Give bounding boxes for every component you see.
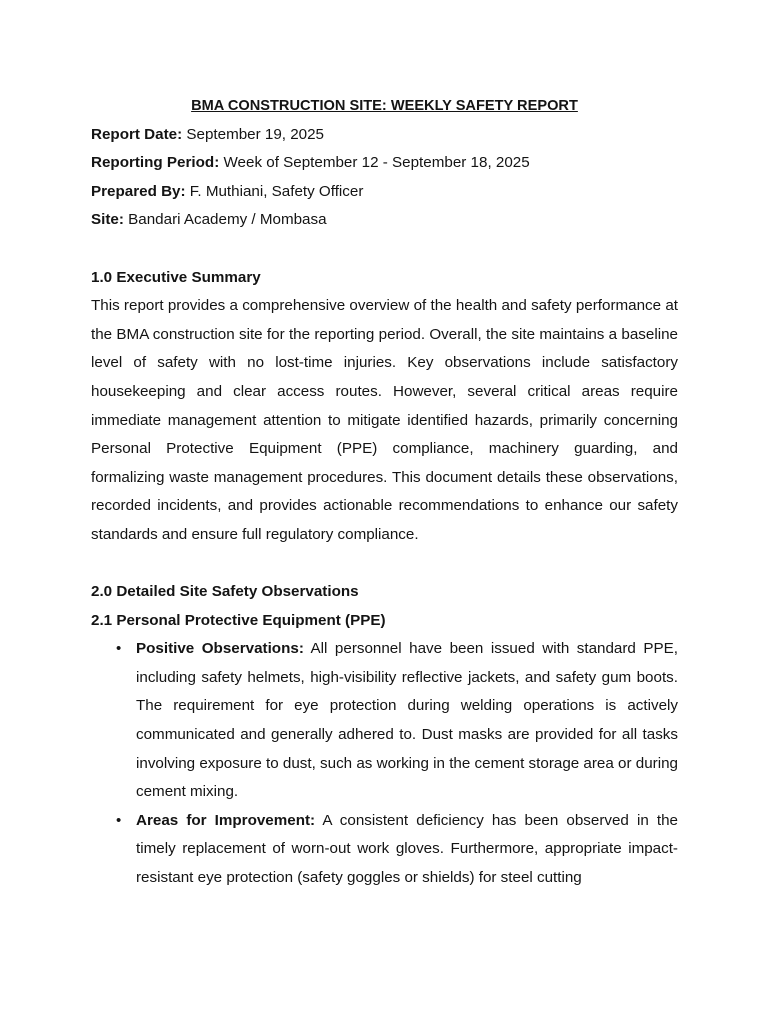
- site-line: [91, 206, 678, 235]
- bullet-icon: •: [116, 811, 122, 829]
- section-heading-executive-summary: 1.0 Executive Summary: [91, 268, 261, 286]
- report-date-line: [91, 121, 678, 150]
- prepared-by-value: F. Muthiani, Safety Officer: [189, 182, 364, 200]
- reporting-period-line: [91, 149, 678, 178]
- report-title: BMA CONSTRUCTION SITE: WEEKLY SAFETY REPORT: [191, 98, 578, 114]
- bullet-icon: •: [116, 640, 122, 658]
- bullet-text: A consistent deficiency has been observed in the timely replacement of worn-out work gloves. Furthermore, appropriate impact-resistant eye protection (safety goggles or shields) for steel cutting: [136, 811, 679, 887]
- bullet-text: All personnel have been issued with standard PPE, including safety helmets, high-visibility reflective jackets, and safety gum boots. The requirement for eye protection during welding operations is actively communicated and generally adhered to. Dust masks are provided for all tasks involving exposure to dust, such as working in the cement storage area or during cement mixing.: [136, 640, 678, 801]
- prepared-by-line: [91, 178, 678, 207]
- spacer: [91, 235, 678, 264]
- report-date-value: September 19, 2025: [186, 125, 325, 143]
- prepared-by-label: Prepared By:: [91, 182, 186, 200]
- bullet-label: Areas for Improvement:: [136, 811, 316, 829]
- site-label: Site:: [91, 211, 124, 229]
- site-value: Bandari Academy / Mombasa: [128, 211, 327, 229]
- spacer: [91, 550, 678, 579]
- reporting-period-value: Week of September 12 - September 18, 2025: [223, 154, 530, 172]
- executive-summary-paragraph: This report provides a comprehensive overview of the health and safety performance at the BMA construction site for the reporting period. Overall, the site maintains a baseline level of safety with no lost-time injuries. Key observations include satisfactory housekeeping and clear access routes. However, several critical areas require immediate management attention to mitigate identified hazards, primarily concerning Personal Protective Equipment (PPE) compliance, machinery guarding, and formalizing waste management procedures. This document details these observations, recorded incidents, and provides actionable recommendations to enhance our safety standards and ensure full regulatory compliance.: [91, 297, 678, 543]
- section-heading-site-observations: 2.0 Detailed Site Safety Observations: [91, 583, 359, 601]
- list-item: [91, 807, 678, 893]
- document-page: [91, 92, 678, 893]
- bullet-label: Positive Observations:: [136, 640, 304, 658]
- list-item: [91, 635, 678, 807]
- subsection-heading-ppe: 2.1 Personal Protective Equipment (PPE): [91, 611, 386, 629]
- ppe-bullet-list: [91, 635, 678, 892]
- reporting-period-label: Reporting Period:: [91, 154, 220, 172]
- report-date-label: Report Date:: [91, 125, 183, 143]
